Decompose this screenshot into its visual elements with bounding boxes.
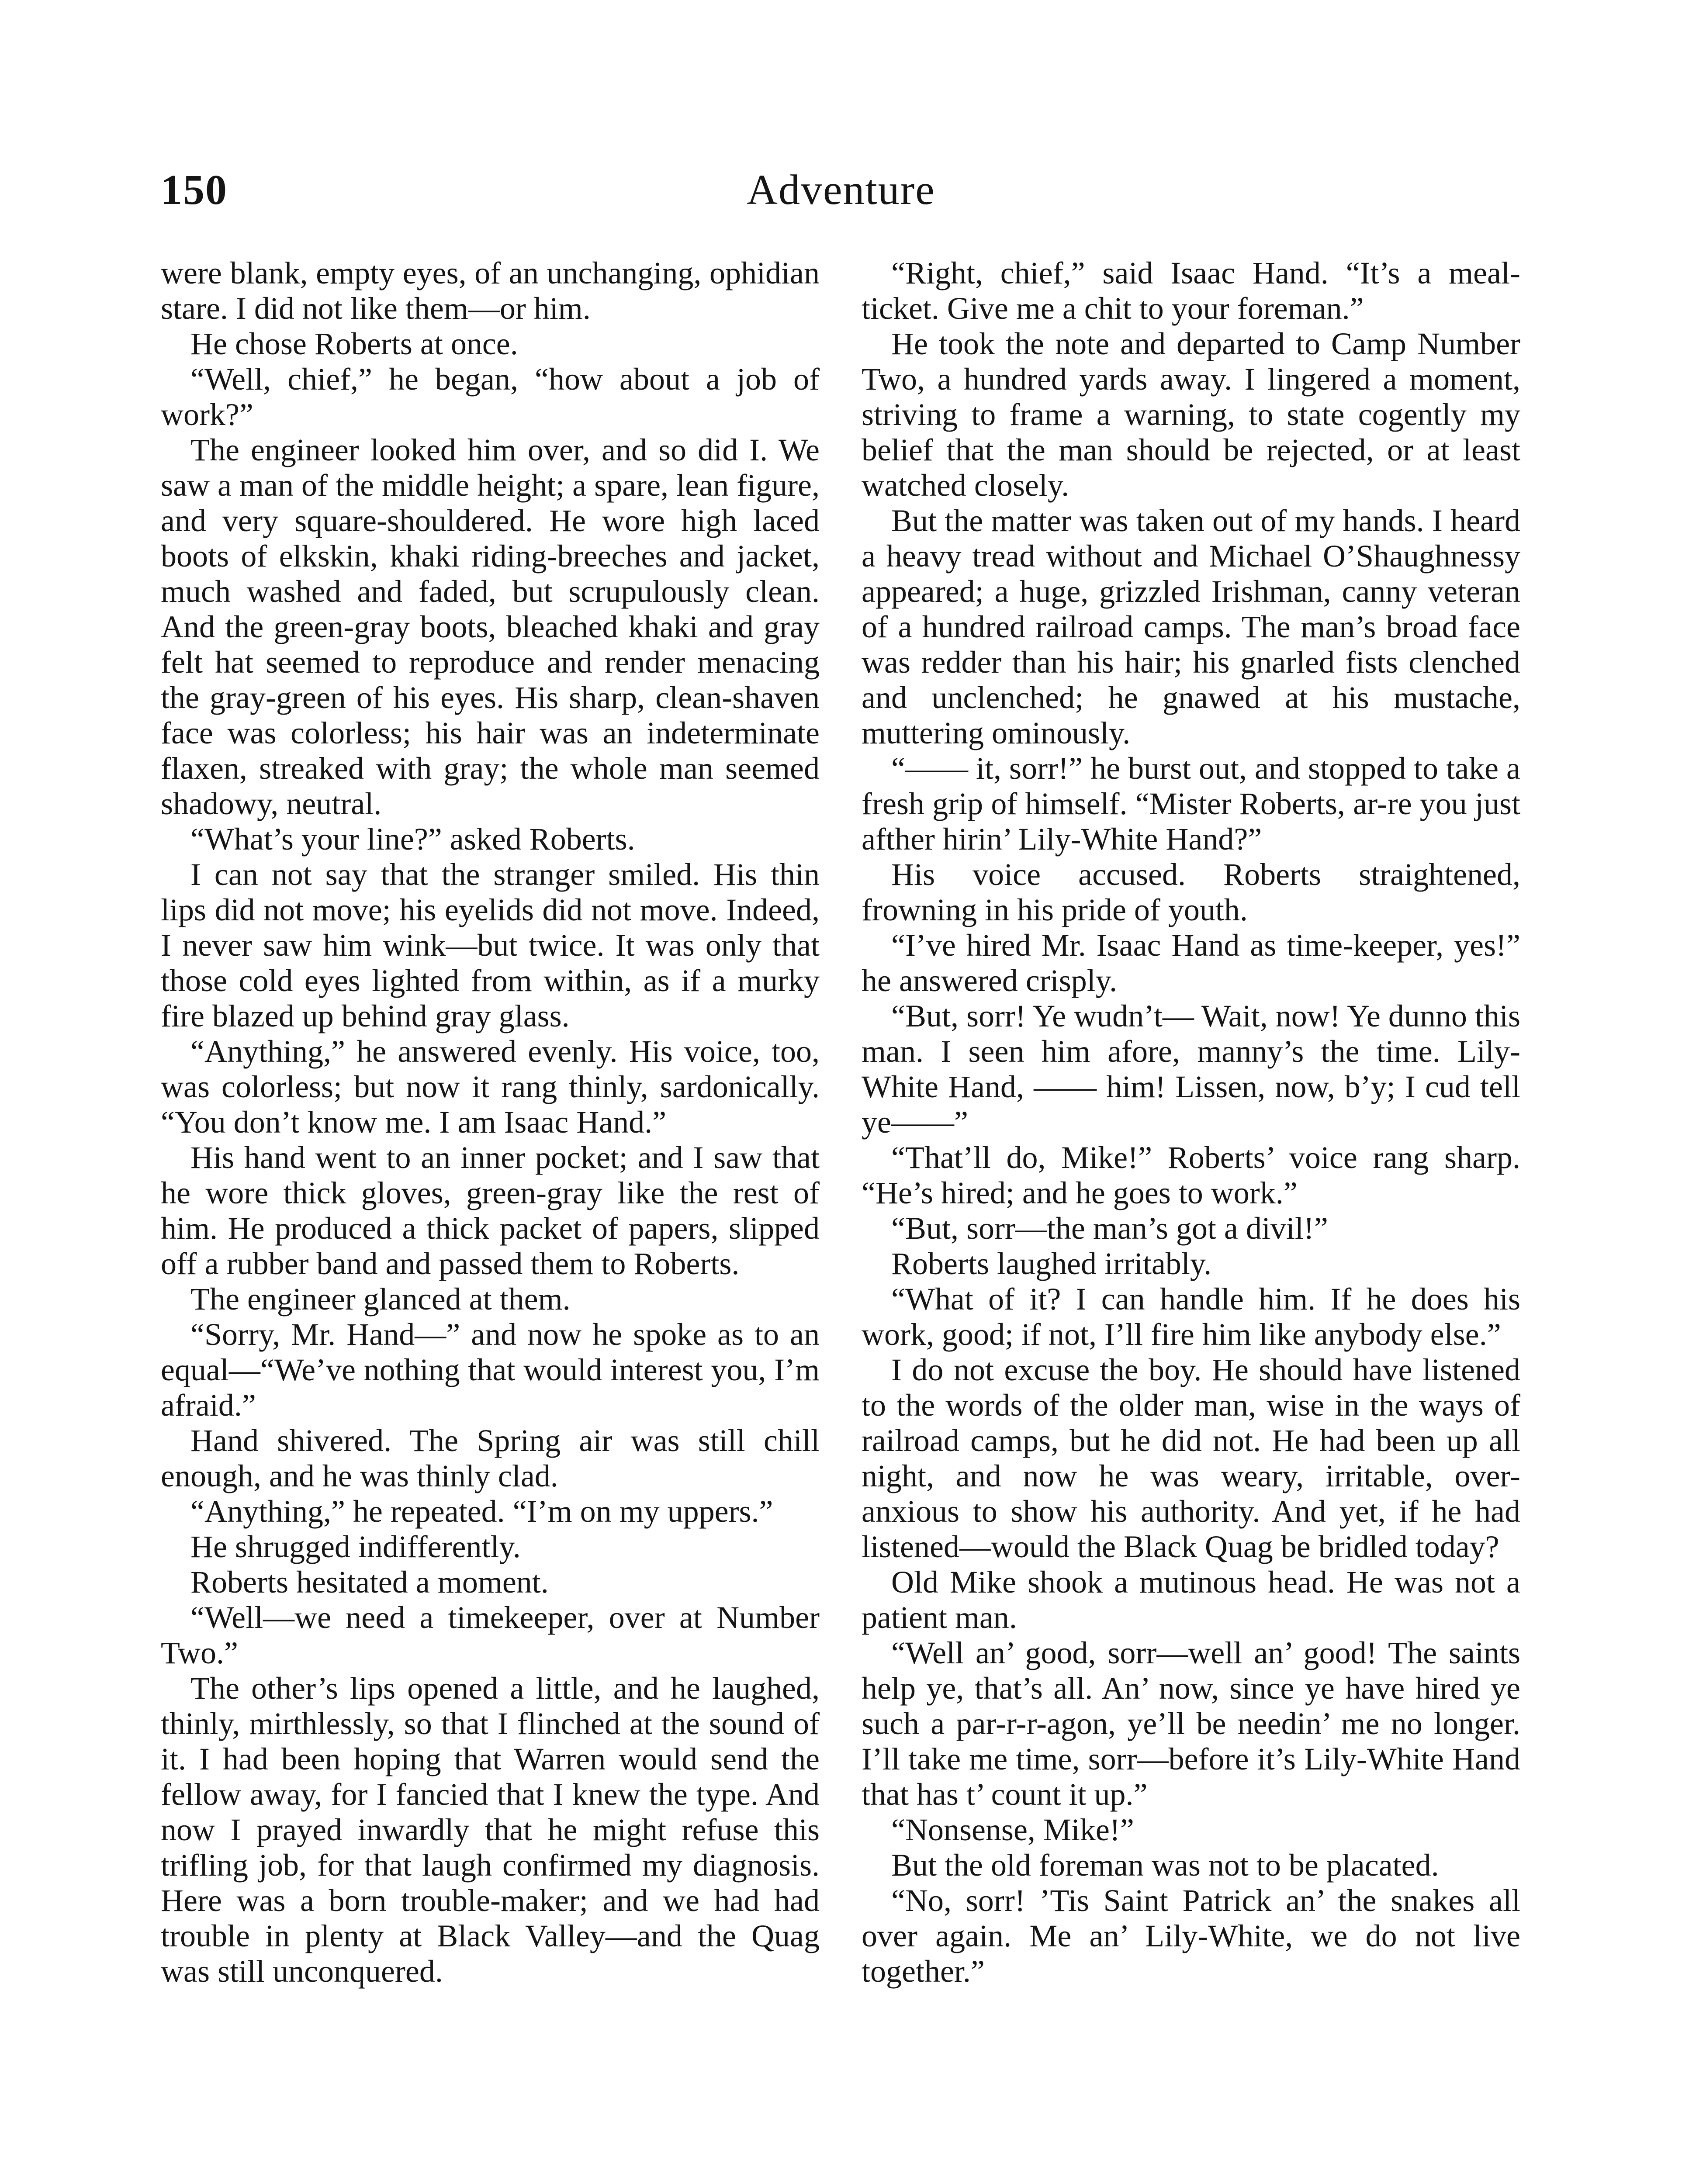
paragraph: But the matter was taken out of my hands. I heard a heavy tread without and Michael O’Shaughnessy appeared; a huge, grizzled Irishman, canny veteran of a hundred railroad camps. The man’s broad face was redder than his hair; his gnarled fists clenched and unclenched; he gnawed at his mustache, muttering ominously. — [862, 503, 1520, 750]
paragraph: The engineer looked him over, and so did I. We saw a man of the middle height; a spare, lean figure, and very square-shouldered. He wore high laced boots of elkskin, khaki riding-breeches and jacket, much washed and faded, but scrupulously clean. And the green-gray boots, bleached khaki and gray felt hat seemed to reproduce and render menacing the gray-green of his eyes. His sharp, clean-shaven face was colorless; his hair was an indeterminate flaxen, streaked with gray; the whole man seemed shadowy, neutral. — [161, 432, 820, 821]
paragraph: Roberts laughed irritably. — [891, 1246, 1212, 1281]
paragraph: “Sorry, Mr. Hand—” and now he spoke as to an equal—“We’ve nothing that would interest you, I’m afraid.” — [161, 1317, 820, 1423]
paragraph: “No, sorr! ’Tis Saint Patrick an’ the snakes all over again. Me an’ Lily-White, we do not live together.” — [862, 1883, 1520, 1989]
paragraph: “—— it, sorr!” he burst out, and stopped to take a fresh grip of himself. “Mister Roberts, ar-re you just afther hirin’ Lily-White Hand?” — [862, 751, 1520, 857]
paragraph: “I’ve hired Mr. Isaac Hand as time-keeper, yes!” he answered crisply. — [862, 928, 1520, 998]
paragraph: “Well an’ good, sorr—well an’ good! The saints help ye, that’s all. An’ now, since ye have hired ye such a par-r-r-agon, ye’ll be needin’ me no longer. I’ll take me time, sorr—before it’s Lily-White Hand that has t’ count it up.” — [862, 1635, 1520, 1812]
paragraph: “But, sorr—the man’s got a divil!” — [891, 1211, 1328, 1246]
paragraph: Old Mike shook a mutinous head. He was not a patient man. — [862, 1565, 1520, 1635]
paragraph: “Well—we need a timekeeper, over at Number Two.” — [161, 1600, 820, 1670]
paragraph: Roberts hesitated a moment. — [190, 1565, 549, 1600]
paragraph: “What’s your line?” asked Roberts. — [190, 822, 635, 857]
paragraph: “Anything,” he repeated. “I’m on my uppers.” — [190, 1494, 773, 1529]
running-title: Adventure — [747, 166, 935, 214]
left-column — [161, 256, 820, 1989]
paragraph: were blank, empty eyes, of an unchanging, ophidian stare. I did not like them—or him. — [161, 256, 820, 326]
paragraph: “Right, chief,” said Isaac Hand. “It’s a meal-ticket. Give me a chit to your foreman.” — [862, 256, 1520, 326]
page-header — [161, 164, 1521, 216]
paragraph: He took the note and departed to Camp Number Two, a hundred yards away. I lingered a moment, striving to frame a warning, to state cogently my belief that the man should be rejected, or at least watched closely. — [862, 326, 1520, 503]
paragraph: The other’s lips opened a little, and he laughed, thinly, mirthlessly, so that I flinched at the sound of it. I had been hoping that Warren would send the fellow away, for I fancied that I knew the type. And now I prayed inwardly that he might refuse this trifling job, for that laugh confirmed my diagnosis. Here was a born trouble-maker; and we had had trouble in plenty at Black Valley—and the Quag was still unconquered. — [161, 1671, 820, 1989]
paragraph: “What of it? I can handle him. If he does his work, good; if not, I’ll fire him like anybody else.” — [862, 1282, 1520, 1352]
paragraph: His hand went to an inner pocket; and I saw that he wore thick gloves, green-gray like the rest of him. He produced a thick packet of papers, slipped off a rubber band and passed them to Roberts. — [161, 1140, 820, 1281]
paragraph: “Nonsense, Mike!” — [891, 1812, 1134, 1847]
paragraph: Hand shivered. The Spring air was still chill enough, and he was thinly clad. — [161, 1423, 820, 1493]
paragraph: His voice accused. Roberts straightened, frowning in his pride of youth. — [862, 857, 1520, 927]
right-column — [862, 256, 1520, 1989]
paragraph: He shrugged indifferently. — [190, 1529, 521, 1564]
paragraph: But the old foreman was not to be placated. — [891, 1848, 1439, 1883]
paragraph: I can not say that the stranger smiled. His thin lips did not move; his eyelids did not move. Indeed, I never saw him wink—but twice. It was only that those cold eyes lighted from within, as if a murky fire blazed up behind gray glass. — [161, 857, 820, 1033]
paragraph: “Well, chief,” he began, “how about a job of work?” — [161, 362, 820, 432]
paragraph: I do not excuse the boy. He should have listened to the words of the older man, wise in the ways of railroad camps, but he did not. He had been up all night, and now he was weary, irritable, over-anxious to show his authority. And yet, if he had listened—would the Black Quag be bridled today? — [862, 1352, 1520, 1564]
paragraph: He chose Roberts at once. — [190, 326, 518, 361]
paragraph: “That’ll do, Mike!” Roberts’ voice rang sharp. “He’s hired; and he goes to work.” — [862, 1140, 1520, 1210]
paragraph: “Anything,” he answered evenly. His voice, too, was colorless; but now it rang thinly, sardonically. “You don’t know me. I am Isaac Hand.” — [161, 1034, 820, 1140]
paragraph: The engineer glanced at them. — [190, 1282, 571, 1317]
paragraph: “But, sorr! Ye wudn’t— Wait, now! Ye dunno this man. I seen him afore, manny’s the time. Lily-White Hand, —— him! Lissen, now, b’y; I cud tell ye——” — [862, 999, 1520, 1140]
page-number: 150 — [161, 166, 228, 214]
